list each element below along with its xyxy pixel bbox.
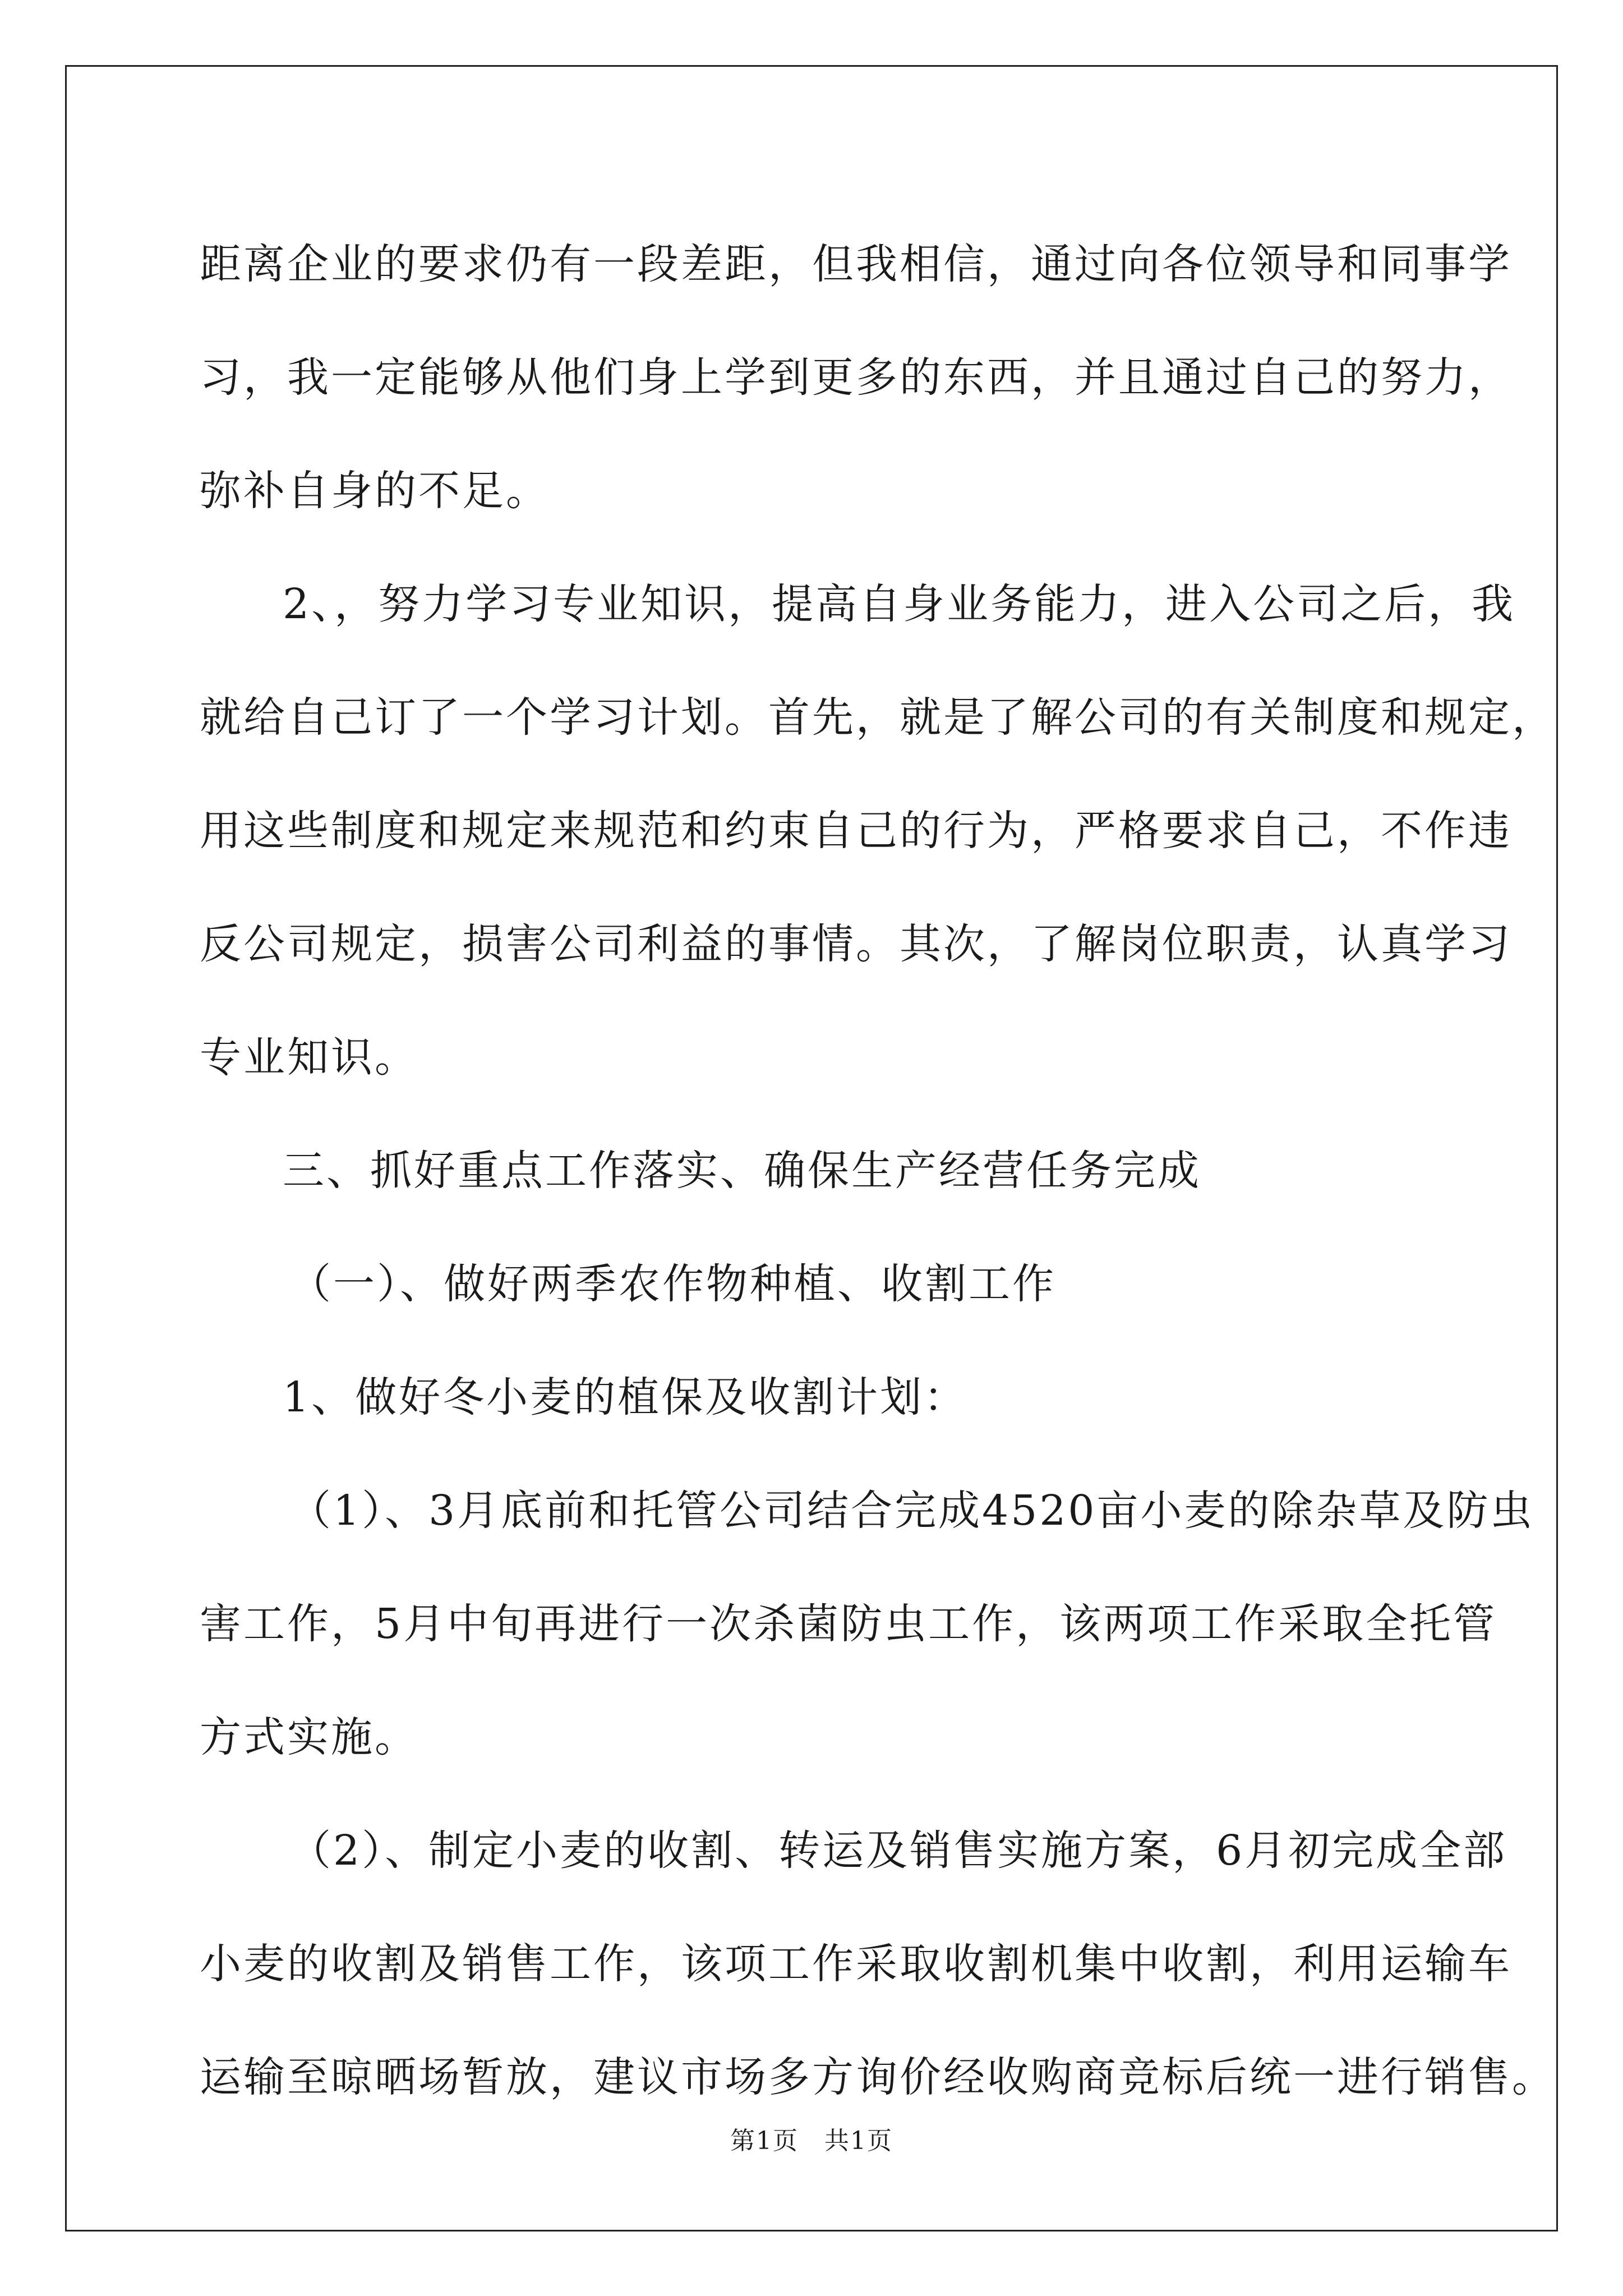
text-line: 专业知识。 xyxy=(200,1033,418,1082)
text-line: 害工作，5月中旬再进行一次杀菌防虫工作，该两项工作采取全托管 xyxy=(200,1600,1497,1648)
text-line: 距离企业的要求仍有一段差距，但我相信，通过向各位领导和同事学 xyxy=(200,240,1512,288)
text-line: 用这些制度和规定来规范和约束自己的行为，严格要求自己，不作违 xyxy=(200,807,1512,855)
paragraph-start-line: 2、，努力学习专业知识，提高自身业务能力，进入公司之后，我 xyxy=(283,580,1516,628)
paragraph-start-line: （2）、制定小麦的收割、转运及销售实施方案，6月初完成全部 xyxy=(289,1826,1507,1875)
text-line: 就给自己订了一个学习计划。首先，就是了解公司的有关制度和规定， xyxy=(200,693,1556,742)
text-line: 习，我一定能够从他们身上学到更多的东西，并且通过自己的努力， xyxy=(200,353,1512,402)
text-line: 方式实施。 xyxy=(200,1713,418,1761)
section-heading: 三、抓好重点工作落实、确保生产经营任务完成 xyxy=(283,1147,1201,1195)
text-line: 反公司规定，损害公司利益的事情。其次，了解岗位职责，认真学习 xyxy=(200,920,1512,968)
text-line: 运输至晾晒场暂放，建议市场多方询价经收购商竞标后统一进行销售。 xyxy=(200,2053,1556,2101)
text-line: 小麦的收割及销售工作，该项工作采取收割机集中收割，利用运输车 xyxy=(200,1940,1512,1988)
page-number-footer: 第1页 共1页 xyxy=(730,2127,893,2155)
item-heading: 1、做好冬小麦的植保及收割计划： xyxy=(283,1373,968,1421)
document-body xyxy=(200,208,1556,2134)
subsection-heading: （一）、做好两季农作物种植、收割工作 xyxy=(289,1260,1056,1308)
paragraph-start-line: （1）、3月底前和托管公司结合完成4520亩小麦的除杂草及防虫 xyxy=(289,1487,1534,1535)
text-line: 弥补自身的不足。 xyxy=(200,467,550,515)
